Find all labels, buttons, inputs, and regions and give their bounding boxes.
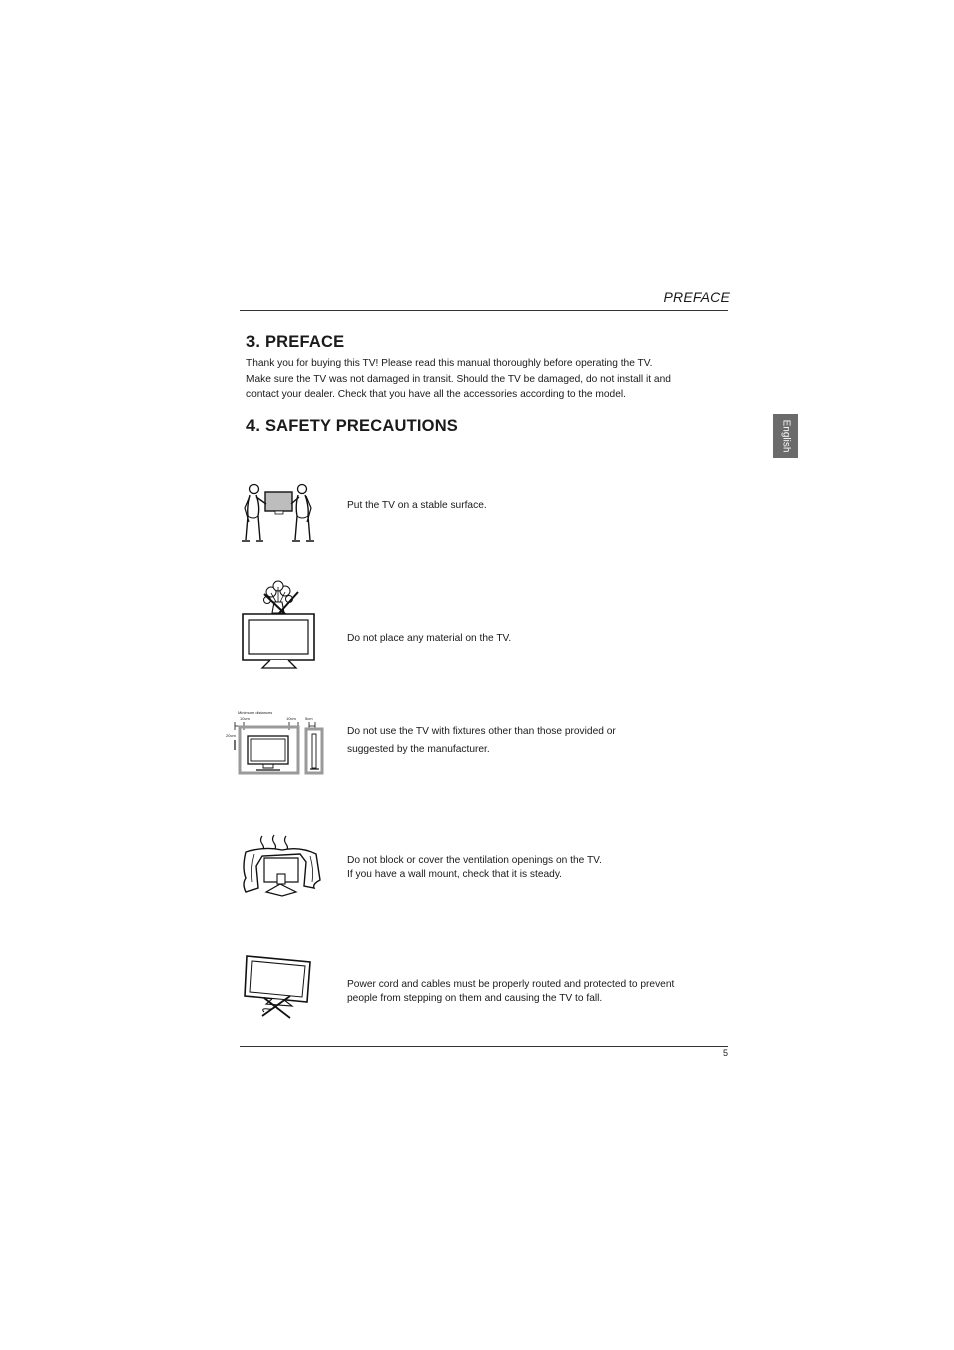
power-cord-tripping-icon (244, 954, 314, 1020)
safety-item-text (347, 978, 674, 1006)
preface-paragraph (246, 356, 706, 403)
safety-item-line: Do not use the TV with fixtures other than those provided or (347, 726, 616, 737)
page-number: 5 (722, 1048, 728, 1058)
covered-tv-ventilation-icon (240, 832, 322, 898)
safety-item-line: people from stepping on them and causing the TV to fall. (347, 993, 603, 1004)
safety-item-line: Do not place any material on the TV. (347, 633, 512, 644)
minimum-distances-icon (226, 708, 326, 778)
safety-item-line: suggested by the manufacturer. (347, 744, 490, 755)
preface-line: Thank you for buying this TV! Please read this manual thoroughly before operating the TV. (246, 358, 653, 369)
language-tab (773, 414, 798, 458)
diagram-distance-label: 10cm (286, 716, 296, 721)
preface-heading: 3. PREFACE (246, 333, 345, 351)
safety-item-text (347, 499, 487, 513)
safety-item-line: Do not block or cover the ventilation openings on the TV. (347, 855, 602, 866)
language-tab-label: English (780, 419, 791, 453)
two-people-carrying-tv-icon (240, 482, 320, 544)
header-rule (240, 310, 728, 311)
safety-item-line: Put the TV on a stable surface. (347, 500, 487, 511)
safety-heading: 4. SAFETY PRECAUTIONS (246, 417, 459, 435)
safety-item-line: Power cord and cables must be properly routed and protected to prevent (347, 979, 675, 990)
running-header-title: PREFACE (663, 289, 730, 305)
preface-line: Make sure the TV was not damaged in transit. Should the TV be damaged, do not install it and (246, 373, 671, 385)
safety-item-text (347, 723, 616, 759)
preface-line: contact your dealer. Check that you have all the accessories according to the model. (246, 389, 626, 400)
footer-rule (240, 1046, 728, 1047)
no-objects-on-tv-icon (240, 580, 320, 670)
diagram-distance-label: 10cm (240, 716, 250, 721)
diagram-title-label: Minimum distances (238, 710, 273, 715)
diagram-distance-label: 20cm (226, 733, 236, 738)
safety-item-line: If you have a wall mount, check that it is steady. (347, 869, 562, 880)
safety-item-text (347, 854, 602, 882)
safety-item-text (347, 632, 511, 646)
diagram-distance-label: 5cm (305, 716, 313, 721)
